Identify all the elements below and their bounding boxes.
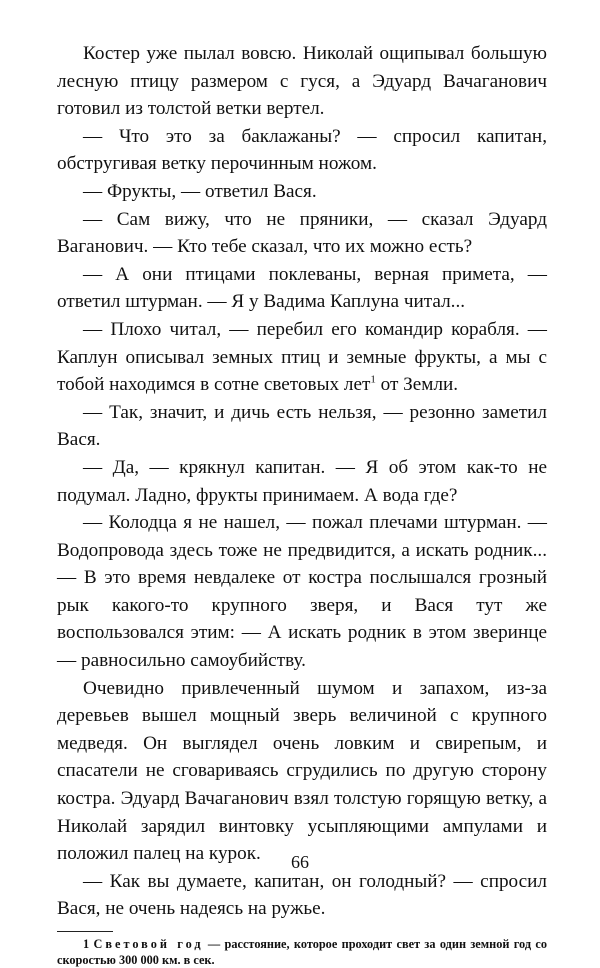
paragraph-6-tail: от Земли. [375, 374, 459, 396]
paragraph-4: — Сам вижу, что не пряники, — сказал Эдуард Ваганович. — Кто тебе сказал, что их можно есть? [57, 208, 547, 258]
footnote-number: 1 [83, 937, 90, 951]
page [57, 40, 547, 968]
paragraph-2: — Что это за баклажаны? — спросил капитан, обстругивая ветку перочинным ножом. [57, 125, 547, 175]
footnote-divider [57, 931, 113, 932]
paragraph-1: Костер уже пылал вовсю. Николай ощипывал большую лесную птицу размером с гуся, а Эдуард Вачаганович готовил из толстой ветки вертел. [57, 43, 547, 120]
footnote [57, 937, 547, 968]
footnote-text: — расстояние, которое проходит свет за один земной год со скоростью 300 000 км. в сек. [57, 937, 547, 967]
paragraph-5: — А они птицами поклеваны, верная примета, — ответил штурман. — Я у Вадима Каплуна читал... [57, 263, 547, 313]
paragraph-3: — Фрукты, — ответил Вася. [83, 180, 317, 202]
paragraph-10: Очевидно привлеченный шумом и запахом, из-за деревьев вышел мощный зверь величиной с крупного медведя. Он выглядел очень ловким и свирепым, и спасатели не сговариваясь сгрудились по другую сторону костра. Эдуард Вачаганович взял толстую горящую ветку, а Николай зарядил винтовку усыпляющими ампулами и положил палец на курок. [57, 677, 547, 865]
paragraph-11: — Как вы думаете, капитан, он голодный? — спросил Вася, не очень надеясь на ружье. [57, 870, 547, 920]
body-text [57, 40, 547, 923]
footnote-term: Световой год [93, 937, 204, 951]
paragraph-9: — Колодца я не нашел, — пожал плечами штурман. — Водопровода здесь тоже не предвидится, а искать родник... — В это время невдалеке от костра послышался грозный рык какого-то крупного зверя, и Вася тут же воспользовался этим: — А искать родник в этом зверинце — равносильно самоубийству. [57, 512, 547, 672]
paragraph-6-text: — Плохо читал, — перебил его командир корабля. — Каплун описывал земных птиц и земные фрукты, а мы с тобой находимся в сотне световых лет [57, 318, 547, 396]
paragraph-8: — Да, — крякнул капитан. — Я об этом как-то не подумал. Ладно, фрукты принимаем. А вода где? [57, 456, 547, 506]
paragraph-6 [57, 316, 547, 399]
page-number: 66 [291, 852, 309, 872]
footnote-reference[interactable]: 1 [370, 373, 376, 386]
paragraph-7: — Так, значит, и дичь есть нельзя, — резонно заметил Вася. [57, 401, 547, 451]
